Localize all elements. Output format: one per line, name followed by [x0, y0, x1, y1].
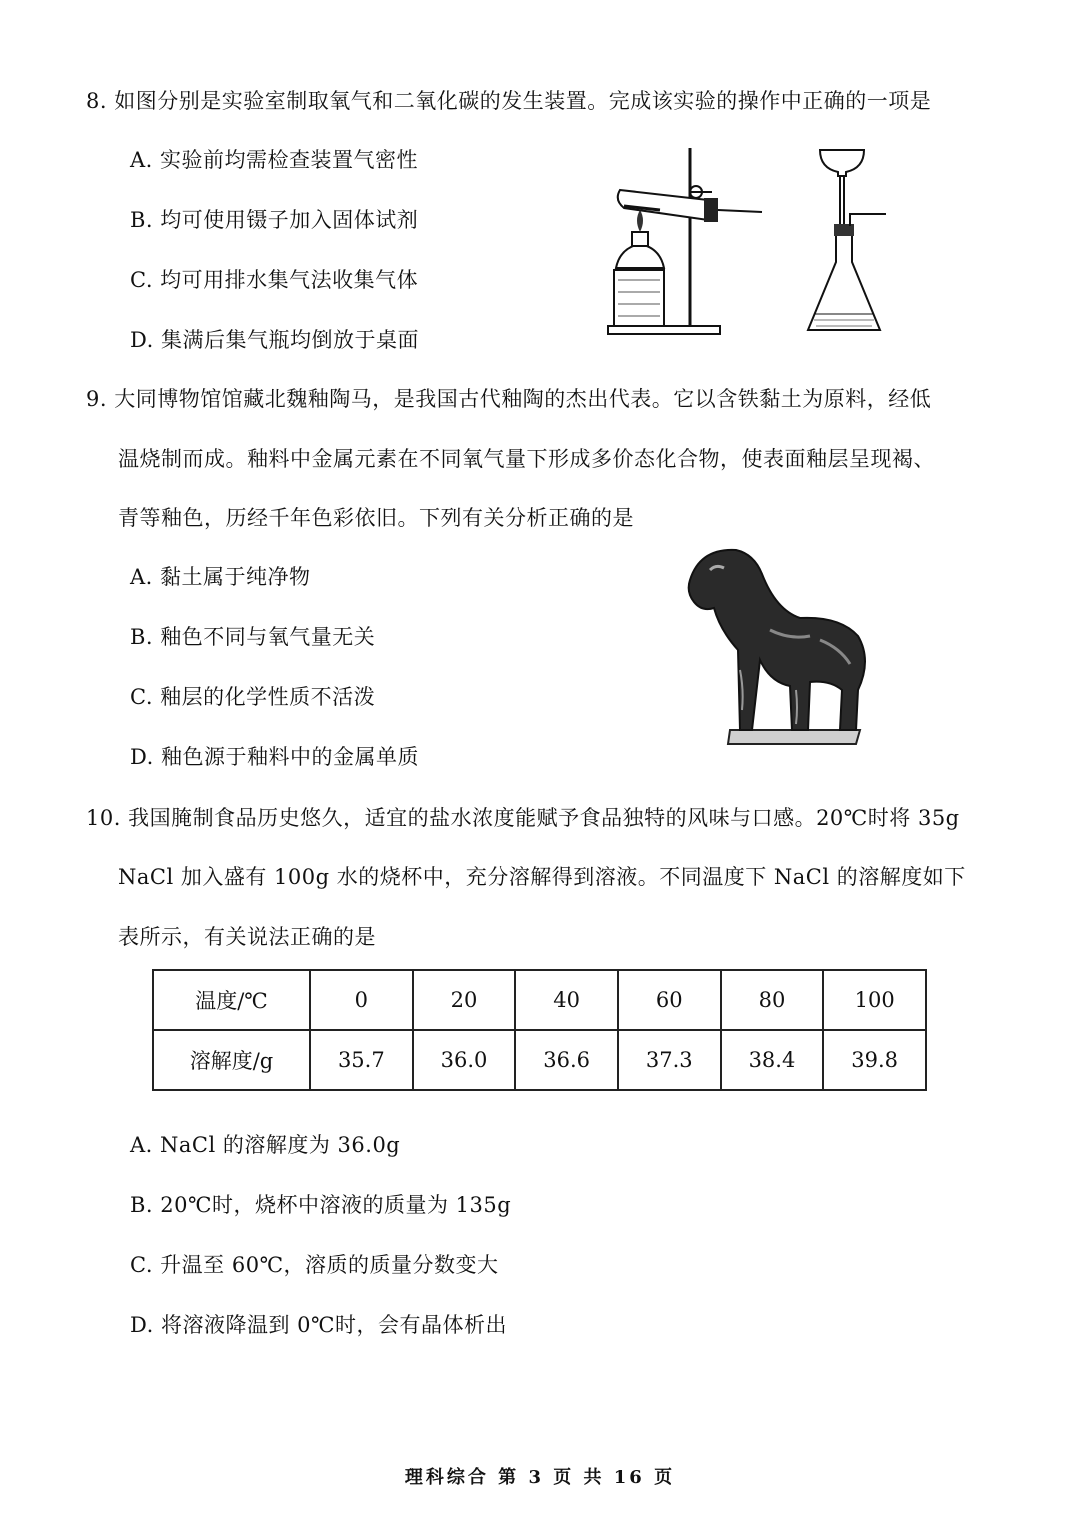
q10-option-b: B. 20℃时，烧杯中溶液的质量为 135g: [130, 1193, 512, 1217]
page-footer: 理科综合 第 3 页 共 16 页: [404, 1467, 676, 1488]
carbon-dioxide-generation-apparatus-figure: [800, 142, 900, 338]
table-row-temperature: [153, 970, 926, 1030]
q10-option-c: C. 升温至 60℃，溶质的质量分数变大: [130, 1253, 499, 1277]
table-row-solubility: [153, 1030, 926, 1090]
table-cell: 0: [310, 970, 413, 1030]
q10-stem-line1: 10. 我国腌制食品历史悠久，适宜的盐水浓度能赋予食品独特的风味与口感。20℃时将 35g: [86, 806, 960, 830]
q8-option-a: A. 实验前均需检查装置气密性: [130, 148, 419, 172]
table-cell: 40: [515, 970, 618, 1030]
q8-option-b: B. 均可使用镊子加入固体试剂: [130, 208, 419, 232]
q9-stem-line1: 9. 大同博物馆馆藏北魏釉陶马，是我国古代釉陶的杰出代表。它以含铁黏土为原料，经低: [86, 387, 932, 411]
q9-option-d: D. 釉色源于釉料中的金属单质: [130, 745, 419, 769]
table-header-solubility: 溶解度/g: [153, 1030, 310, 1090]
q10-stem-line2: NaCl 加入盛有 100g 水的烧杯中，充分溶解得到溶液。不同温度下 NaCl 的溶解度如下: [118, 865, 966, 889]
q9-option-a: A. 黏土属于纯净物: [130, 565, 311, 589]
q10-stem-line3: 表所示，有关说法正确的是: [118, 925, 376, 949]
table-header-temperature: 温度/℃: [153, 970, 310, 1030]
q8-stem: 8. 如图分别是实验室制取氧气和二氧化碳的发生装置。完成该实验的操作中正确的一项是: [86, 89, 932, 113]
q10-option-d: D. 将溶液降温到 0℃时，会有晶体析出: [130, 1313, 507, 1337]
glazed-pottery-horse-figure: [680, 540, 880, 750]
table-cell: 20: [413, 970, 516, 1030]
q9-option-c: C. 釉层的化学性质不活泼: [130, 685, 376, 709]
table-cell: 35.7: [310, 1030, 413, 1090]
oxygen-generation-apparatus-figure: [600, 140, 770, 340]
table-cell: 80: [721, 970, 824, 1030]
table-cell: 100: [823, 970, 926, 1030]
table-cell: 38.4: [721, 1030, 824, 1090]
q8-option-c: C. 均可用排水集气法收集气体: [130, 268, 419, 292]
q8-option-d: D. 集满后集气瓶均倒放于桌面: [130, 328, 419, 352]
q9-stem-line2: 温烧制而成。釉料中金属元素在不同氧气量下形成多价态化合物，使表面釉层呈现褐、: [118, 447, 935, 471]
table-cell: 36.6: [515, 1030, 618, 1090]
table-cell: 39.8: [823, 1030, 926, 1090]
table-cell: 37.3: [618, 1030, 721, 1090]
q9-stem-line3: 青等釉色，历经千年色彩依旧。下列有关分析正确的是: [118, 506, 634, 530]
table-cell: 60: [618, 970, 721, 1030]
q10-option-a: A. NaCl 的溶解度为 36.0g: [130, 1133, 401, 1157]
nacl-solubility-table: [152, 969, 927, 1091]
table-cell: 36.0: [413, 1030, 516, 1090]
q9-option-b: B. 釉色不同与氧气量无关: [130, 625, 376, 649]
